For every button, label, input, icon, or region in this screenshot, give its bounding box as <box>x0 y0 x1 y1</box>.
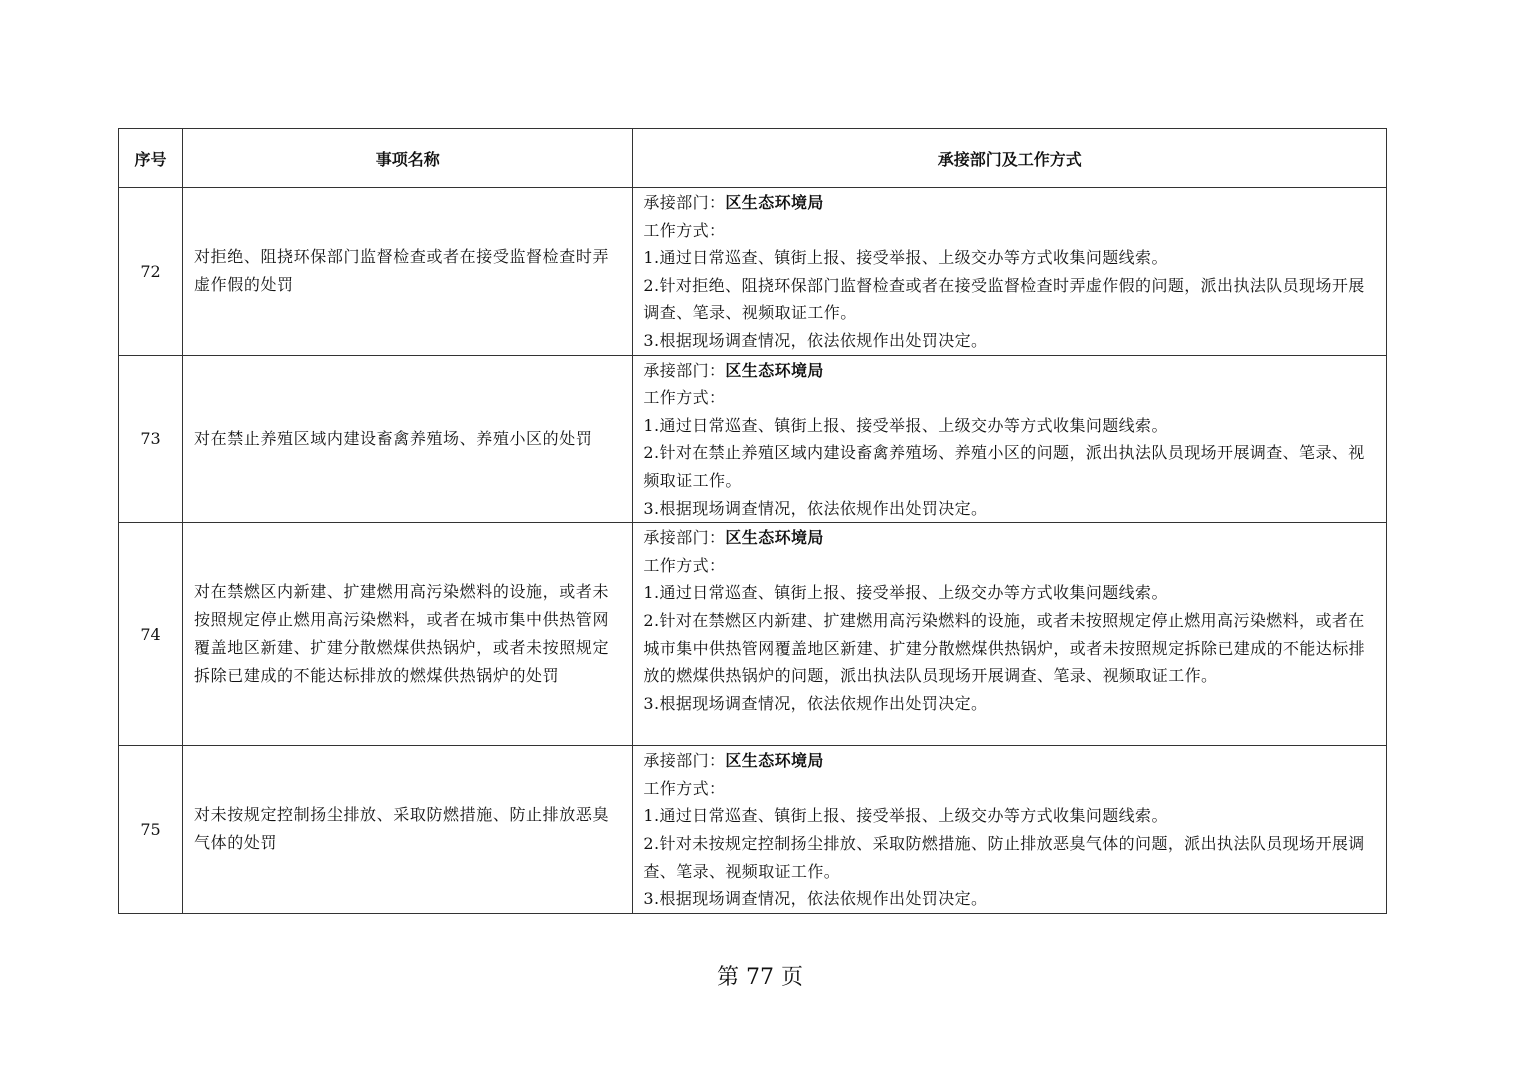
table-row <box>119 355 1387 523</box>
method-title: 工作方式： <box>643 220 726 240</box>
row-department-method <box>633 188 1387 356</box>
method-step-2: 2.针对拒绝、阻挠环保部门监督检查或者在接受监督检查时弄虚作假的问题，派出执法队员现场开展调查、笔录、视频取证工作。 <box>643 275 1365 323</box>
table-row <box>119 188 1387 356</box>
method-title: 工作方式： <box>643 778 726 798</box>
row-serial-number: 74 <box>119 523 183 746</box>
department-value: 区生态环境局 <box>725 193 824 212</box>
department-label: 承接部门： <box>643 528 726 548</box>
method-step-1: 1.通过日常巡查、镇街上报、接受举报、上级交办等方式收集问题线索。 <box>643 583 1168 603</box>
table-row <box>119 523 1387 746</box>
department-value: 区生态环境局 <box>725 751 824 771</box>
department-value: 区生态环境局 <box>725 360 824 380</box>
method-step-3: 3.根据现场调查情况，依法依规作出处罚决定。 <box>643 330 988 350</box>
department-line <box>643 747 1378 775</box>
table-header-row <box>119 129 1387 188</box>
department-line <box>643 524 1378 552</box>
department-line <box>643 189 1378 217</box>
method-step-1: 1.通过日常巡查、镇街上报、接受举报、上级交办等方式收集问题线索。 <box>643 806 1168 826</box>
row-serial-number: 73 <box>119 355 183 523</box>
header-matter-name: 事项名称 <box>183 129 633 188</box>
row-department-method <box>633 355 1387 523</box>
table-row <box>119 746 1387 914</box>
row-serial-number: 72 <box>119 188 183 356</box>
row-matter-name: 对在禁止养殖区域内建设畜禽养殖场、养殖小区的处罚 <box>183 355 633 523</box>
department-value: 区生态环境局 <box>725 528 824 548</box>
method-step-1: 1.通过日常巡查、镇街上报、接受举报、上级交办等方式收集问题线索。 <box>643 415 1168 435</box>
method-step-1: 1.通过日常巡查、镇街上报、接受举报、上级交办等方式收集问题线索。 <box>643 248 1168 268</box>
method-title: 工作方式： <box>643 555 726 575</box>
method-title: 工作方式： <box>643 388 726 408</box>
department-line <box>643 357 1378 385</box>
department-label: 承接部门： <box>643 751 726 771</box>
method-step-2: 2.针对在禁燃区内新建、扩建燃用高污染燃料的设施，或者未按照规定停止燃用高污染燃料，或者在城市集中供热管网覆盖地区新建、扩建分散燃煤供热锅炉，或者未按照规定拆除已建成的不能达标排放的燃煤供热锅炉的问题，派出执法队员现场开展调查、笔录、视频取证工作。 <box>643 610 1365 686</box>
row-matter-name: 对拒绝、阻挠环保部门监督检查或者在接受监督检查时弄虚作假的处罚 <box>183 188 633 356</box>
header-department-method: 承接部门及工作方式 <box>633 129 1387 188</box>
row-serial-number: 75 <box>119 746 183 914</box>
row-department-method <box>633 523 1387 746</box>
page-number: 第 77 页 <box>717 965 803 990</box>
department-label: 承接部门： <box>643 193 726 212</box>
row-matter-name: 对在禁燃区内新建、扩建燃用高污染燃料的设施，或者未按照规定停止燃用高污染燃料，或者在城市集中供热管网覆盖地区新建、扩建分散燃煤供热锅炉，或者未按照规定拆除已建成的不能达标排放的燃煤供热锅炉的处罚 <box>183 523 633 746</box>
method-step-3: 3.根据现场调查情况，依法依规作出处罚决定。 <box>643 889 988 909</box>
row-department-method <box>633 746 1387 914</box>
department-label: 承接部门： <box>643 360 726 380</box>
method-step-3: 3.根据现场调查情况，依法依规作出处罚决定。 <box>643 498 988 518</box>
row-matter-name: 对未按规定控制扬尘排放、采取防燃措施、防止排放恶臭气体的处罚 <box>183 746 633 914</box>
method-step-2: 2.针对未按规定控制扬尘排放、采取防燃措施、防止排放恶臭气体的问题，派出执法队员现场开展调查、笔录、视频取证工作。 <box>643 833 1365 881</box>
matters-table <box>118 128 1387 914</box>
method-step-2: 2.针对在禁止养殖区域内建设畜禽养殖场、养殖小区的问题，派出执法队员现场开展调查、笔录、视频取证工作。 <box>643 443 1365 490</box>
method-step-3: 3.根据现场调查情况，依法依规作出处罚决定。 <box>643 693 988 713</box>
header-serial-number: 序号 <box>119 129 183 188</box>
